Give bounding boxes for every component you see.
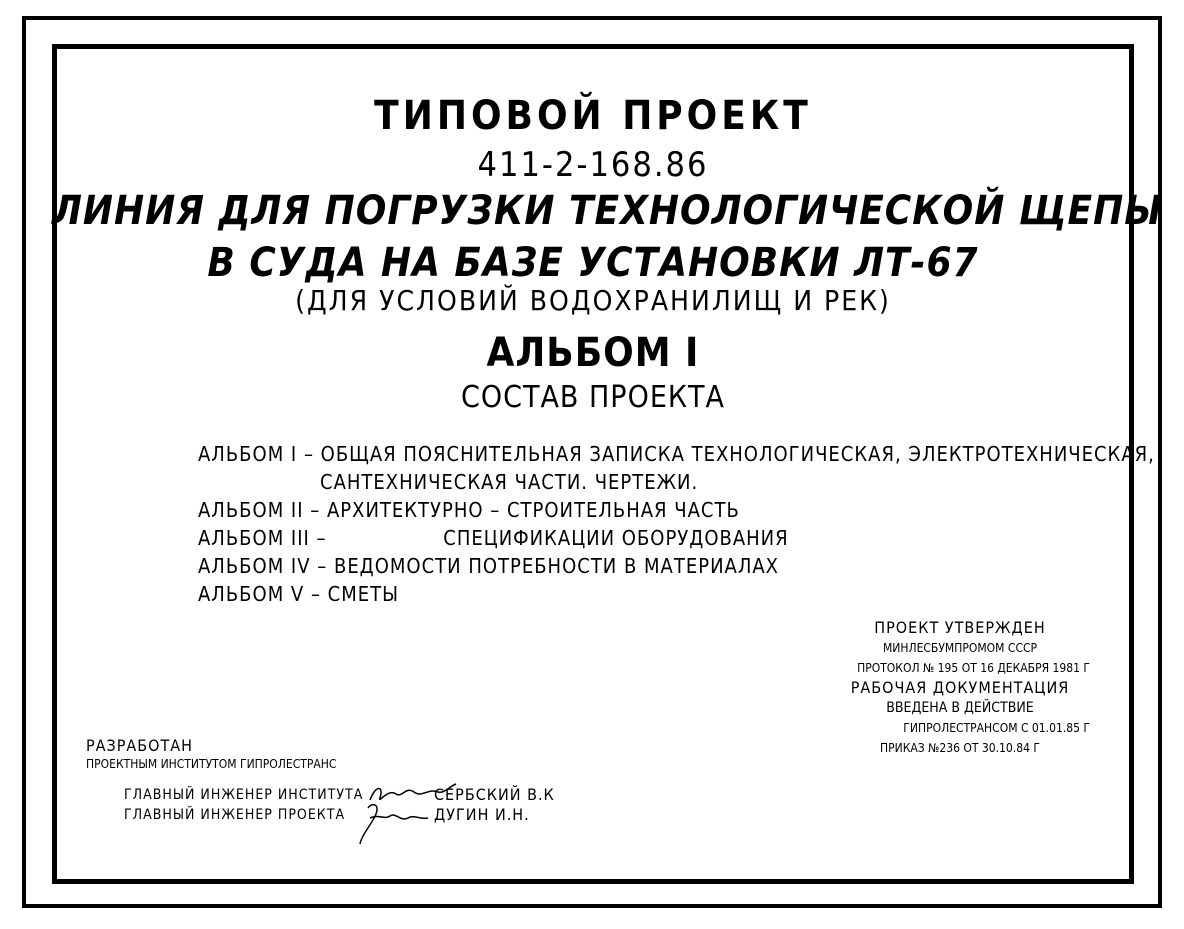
signature-2	[350, 800, 434, 846]
list-item	[198, 552, 1155, 580]
project-number: 411-2-168.86	[477, 145, 709, 185]
developer-label: РАЗРАБОТАН	[86, 736, 193, 755]
approval-protocol: ПРОТОКОЛ № 195 ОТ 16 ДЕКАБРЯ 1981 Г	[857, 661, 1090, 675]
working-docs-date: ГИПРОЛЕСТРАНСОМ С 01.01.85 Г	[903, 721, 1090, 735]
list-item	[198, 580, 1155, 608]
album-description: АРХИТЕКТУРНО – СТРОИТЕЛЬНАЯ ЧАСТЬ	[326, 498, 740, 522]
album-heading: АЛЬБОМ I	[486, 330, 700, 376]
developer-block	[86, 736, 336, 771]
album-label: АЛЬБОМ V –	[198, 582, 321, 606]
approval-block	[830, 618, 1090, 758]
engineer-role: ГЛАВНЫЙ ИНЖЕНЕР ИНСТИТУТА	[124, 787, 364, 803]
album-label: АЛЬБОМ III –	[198, 526, 327, 550]
project-name-line-1: ЛИНИЯ ДЛЯ ПОГРУЗКИ ТЕХНОЛОГИЧЕСКОЙ ЩЕПЫ	[52, 188, 1163, 234]
engineer-name: СЕРБСКИЙ В.К	[434, 785, 555, 804]
engineer-row	[124, 785, 555, 805]
project-conditions: (ДЛЯ УСЛОВИЙ ВОДОХРАНИЛИЩ И РЕК)	[295, 284, 891, 317]
album-list	[198, 440, 1155, 608]
approval-title: ПРОЕКТ УТВЕРЖДЕН	[874, 618, 1046, 637]
album-description: ВЕДОМОСТИ ПОТРЕБНОСТИ В МАТЕРИАЛАХ	[333, 554, 779, 578]
working-docs-title: РАБОЧАЯ ДОКУМЕНТАЦИЯ	[850, 678, 1070, 697]
project-name-line-2: В СУДА НА БАЗЕ УСТАНОВКИ ЛТ-67	[207, 240, 979, 286]
engineer-name: ДУГИН И.Н.	[434, 805, 530, 824]
list-item	[198, 524, 1155, 552]
engineer-row	[124, 805, 530, 825]
album-description: СПЕЦИФИКАЦИИ ОБОРУДОВАНИЯ	[443, 526, 789, 550]
working-docs-status: ВВЕДЕНА В ДЕЙСТВИЕ	[886, 700, 1034, 716]
developer-institute: ПРОЕКТНЫМ ИНСТИТУТОМ ГИПРОЛЕСТРАНС	[86, 757, 337, 771]
album-label: АЛЬБОМ II –	[198, 498, 321, 522]
approval-ministry: МИНЛЕСБУМПРОМОМ СССР	[882, 641, 1038, 655]
engineer-role: ГЛАВНЫЙ ИНЖЕНЕР ПРОЕКТА	[124, 807, 346, 823]
engineers-block	[124, 785, 555, 825]
album-label: АЛЬБОМ I –	[198, 442, 314, 466]
album-label: АЛЬБОМ IV –	[198, 554, 328, 578]
list-item-continuation	[198, 468, 1155, 496]
album-description-continued: САНТЕХНИЧЕСКАЯ ЧАСТИ. ЧЕРТЕЖИ.	[320, 470, 699, 494]
album-description: СМЕТЫ	[327, 582, 399, 606]
working-docs-order: ПРИКАЗ №236 ОТ 30.10.84 Г	[880, 741, 1040, 755]
list-item	[198, 496, 1155, 524]
composition-heading: СОСТАВ ПРОЕКТА	[461, 380, 725, 415]
album-description: ОБЩАЯ ПОЯСНИТЕЛЬНАЯ ЗАПИСКА ТЕХНОЛОГИЧЕСКАЯ, ЭЛЕКТРОТЕХНИЧЕСКАЯ,	[320, 442, 1155, 466]
document-title: ТИПОВОЙ ПРОЕКТ	[374, 93, 812, 139]
list-item	[198, 440, 1155, 468]
